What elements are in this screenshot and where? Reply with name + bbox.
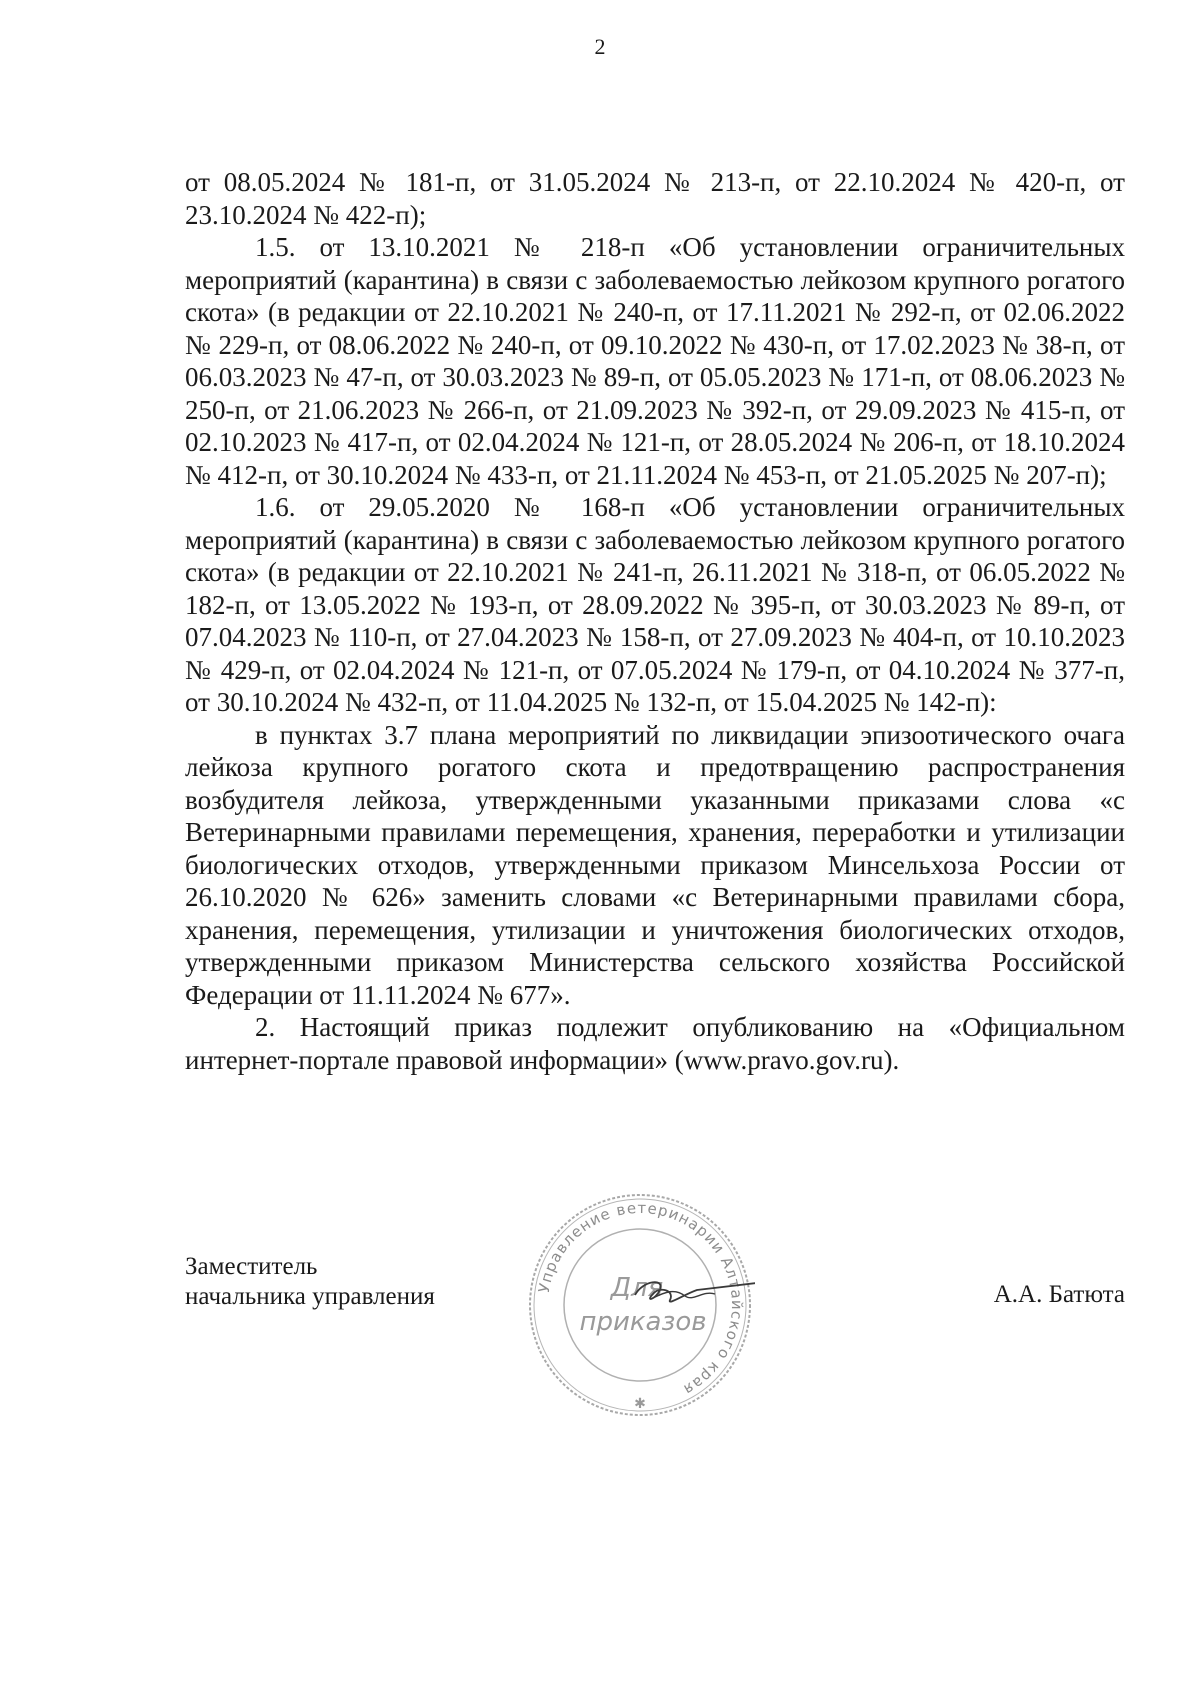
signer-name: А.А. Батюта bbox=[993, 1281, 1125, 1308]
stamp-center-line2: приказов bbox=[579, 1307, 707, 1337]
signer-position bbox=[185, 1252, 435, 1312]
stamp-center-line1: Для bbox=[610, 1273, 664, 1303]
document-body bbox=[185, 166, 1125, 1076]
stamp-ring-text: Управление ветеринарии Алтайского края bbox=[534, 1198, 747, 1400]
stamp-star-icon: ✱ bbox=[634, 1397, 646, 1412]
paragraph-1-6: 1.6. от 29.05.2020 № 168-п «Об установлении ограничительных мероприятий (карантина) в связи с заболеваемостью лейкозом крупного рогатого скота» (в редакции от 22.10.2021 № 241-п, 26.11.2021 № 318-п, от 06.05.2022 № 182-п, от 13.05.2022 № 193-п, от 28.09.2022 № 395-п, от 30.03.2023 № 89-п, от 07.04.2023 № 110-п, от 27.04.2023 № 158-п, от 27.09.2023 № 404-п, от 10.10.2023 № 429-п, от 02.04.2024 № 121-п, от 07.05.2024 № 179-п, от 04.10.2024 № 377-п, от 30.10.2024 № 432-п, от 11.04.2025 № 132-п, от 15.04.2025 № 142-п): bbox=[185, 492, 1125, 717]
signer-position-line2: начальника управления bbox=[185, 1283, 435, 1310]
signer-position-line1: Заместитель bbox=[185, 1253, 318, 1280]
paragraph-1-5: 1.5. от 13.10.2021 № 218-п «Об установлении ограничительных мероприятий (карантина) в связи с заболеваемостью лейкозом крупного рогатого скота» (в редакции от 22.10.2021 № 240-п, от 17.11.2021 № 292-п, от 02.06.2022 № 229-п, от 08.06.2022 № 240-п, от 09.10.2022 № 430-п, от 17.02.2023 № 38-п, от 06.03.2023 № 47-п, от 30.03.2023 № 89-п, от 05.05.2023 № 171-п, от 08.06.2023 № 250-п, от 21.06.2023 № 266-п, от 21.09.2023 № 392-п, от 29.09.2023 № 415-п, от 02.10.2023 № 417-п, от 02.04.2024 № 121-п, от 28.05.2024 № 206-п, от 18.10.2024 № 412-п, от 30.10.2024 № 433-п, от 21.11.2024 № 453-п, от 21.05.2025 № 207-п); bbox=[185, 232, 1125, 490]
stamp-graphic bbox=[525, 1190, 755, 1420]
paragraph-continuation: от 08.05.2024 № 181-п, от 31.05.2024 № 213-п, от 22.10.2024 № 420-п, от 23.10.2024 № 422-п); bbox=[185, 167, 1125, 230]
page-number: 2 bbox=[594, 34, 606, 59]
paragraph-2-publication: 2. Настоящий приказ подлежит опубликованию на «Официальном интернет-портале правовой информации» (www.pravo.gov.ru). bbox=[185, 1012, 1125, 1075]
official-stamp bbox=[525, 1190, 755, 1420]
paragraph-amendment: в пунктах 3.7 плана мероприятий по ликвидации эпизоотического очага лейкоза крупного рогатого скота и предотвращению распространения возбудителя лейкоза, утвержденными указанными приказами слова «с Ветеринарными правилами перемещения, хранения, переработки и утилизации биологических отходов, утвержденными приказом Минсельхоза России от 26.10.2020 № 626» заменить словами «с Ветеринарными правилами сбора, хранения, перемещения, утилизации и уничтожения биологических отходов, утвержденными приказом Министерства сельского хозяйства Российской Федерации от 11.11.2024 № 677». bbox=[185, 719, 1125, 1010]
